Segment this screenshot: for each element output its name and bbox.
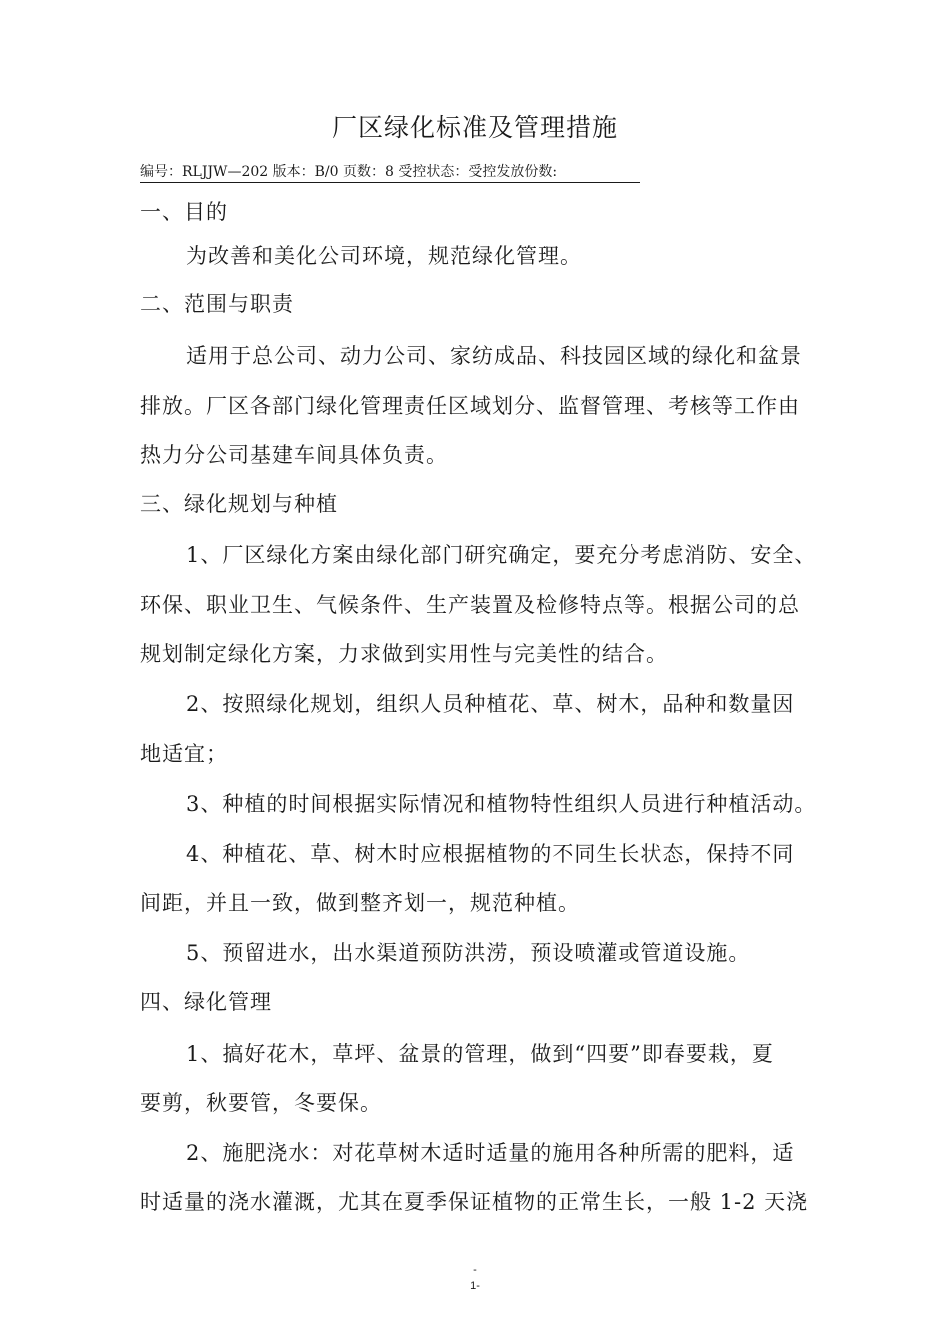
paragraph-line: 环保、职业卫生、气候条件、生产装置及检修特点等。根据公司的总 [140, 593, 800, 617]
paragraph-line: 2、施肥浇水：对花草树木适时适量的施用各种所需的肥料，适 [186, 1141, 795, 1165]
paragraph-line: 5、预留进水，出水渠道预防洪涝，预设喷灌或管道设施。 [186, 941, 751, 965]
paragraph-line: 要剪，秋要管，冬要保。 [140, 1091, 382, 1115]
paragraph-line: 1、搞好花木，草坪、盆景的管理，做到“四要”即春要栽，夏 [186, 1042, 774, 1066]
paragraph-line: 3、种植的时间根据实际情况和植物特性组织人员进行种植活动。 [186, 792, 817, 816]
paragraph-line: 4、种植花、草、树木时应根据植物的不同生长状态，保持不同 [186, 842, 795, 866]
section-heading-scope: 二、范围与职责 [140, 292, 294, 316]
paragraph-line: 地适宜； [140, 742, 228, 766]
page-number: 1- [470, 1280, 480, 1292]
paragraph-line: 2、按照绿化规划，组织人员种植花、草、树木，品种和数量因 [186, 692, 795, 716]
document-meta-line: 编号：RLJJW—202 版本：B/0 页数：8 受控状态：受控发放份数: [140, 163, 640, 183]
section-heading-management: 四、绿化管理 [140, 990, 272, 1014]
paragraph-line: 规划制定绿化方案，力求做到实用性与完美性的结合。 [140, 642, 668, 666]
paragraph-line: 1、厂区绿化方案由绿化部门研究确定，要充分考虑消防、安全、 [186, 543, 817, 567]
paragraph-line: 热力分公司基建车间具体负责。 [140, 443, 448, 467]
footer-dash: - [473, 1264, 477, 1276]
paragraph-line: 间距，并且一致，做到整齐划一，规范种植。 [140, 891, 580, 915]
paragraph-line: 为改善和美化公司环境，规范绿化管理。 [186, 244, 582, 268]
section-heading-planning: 三、绿化规划与种植 [140, 492, 338, 516]
section-heading-purpose: 一、目的 [140, 200, 228, 224]
paragraph-line: 时适量的浇水灌溉，尤其在夏季保证植物的正常生长，一般 1-2 天浇 [140, 1190, 809, 1214]
paragraph-line: 排放。厂区各部门绿化管理责任区域划分、监督管理、考核等工作由 [140, 394, 800, 418]
paragraph-line: 适用于总公司、动力公司、家纺成品、科技园区域的绿化和盆景 [186, 344, 802, 368]
document-title: 厂区绿化标准及管理措施 [331, 113, 618, 142]
